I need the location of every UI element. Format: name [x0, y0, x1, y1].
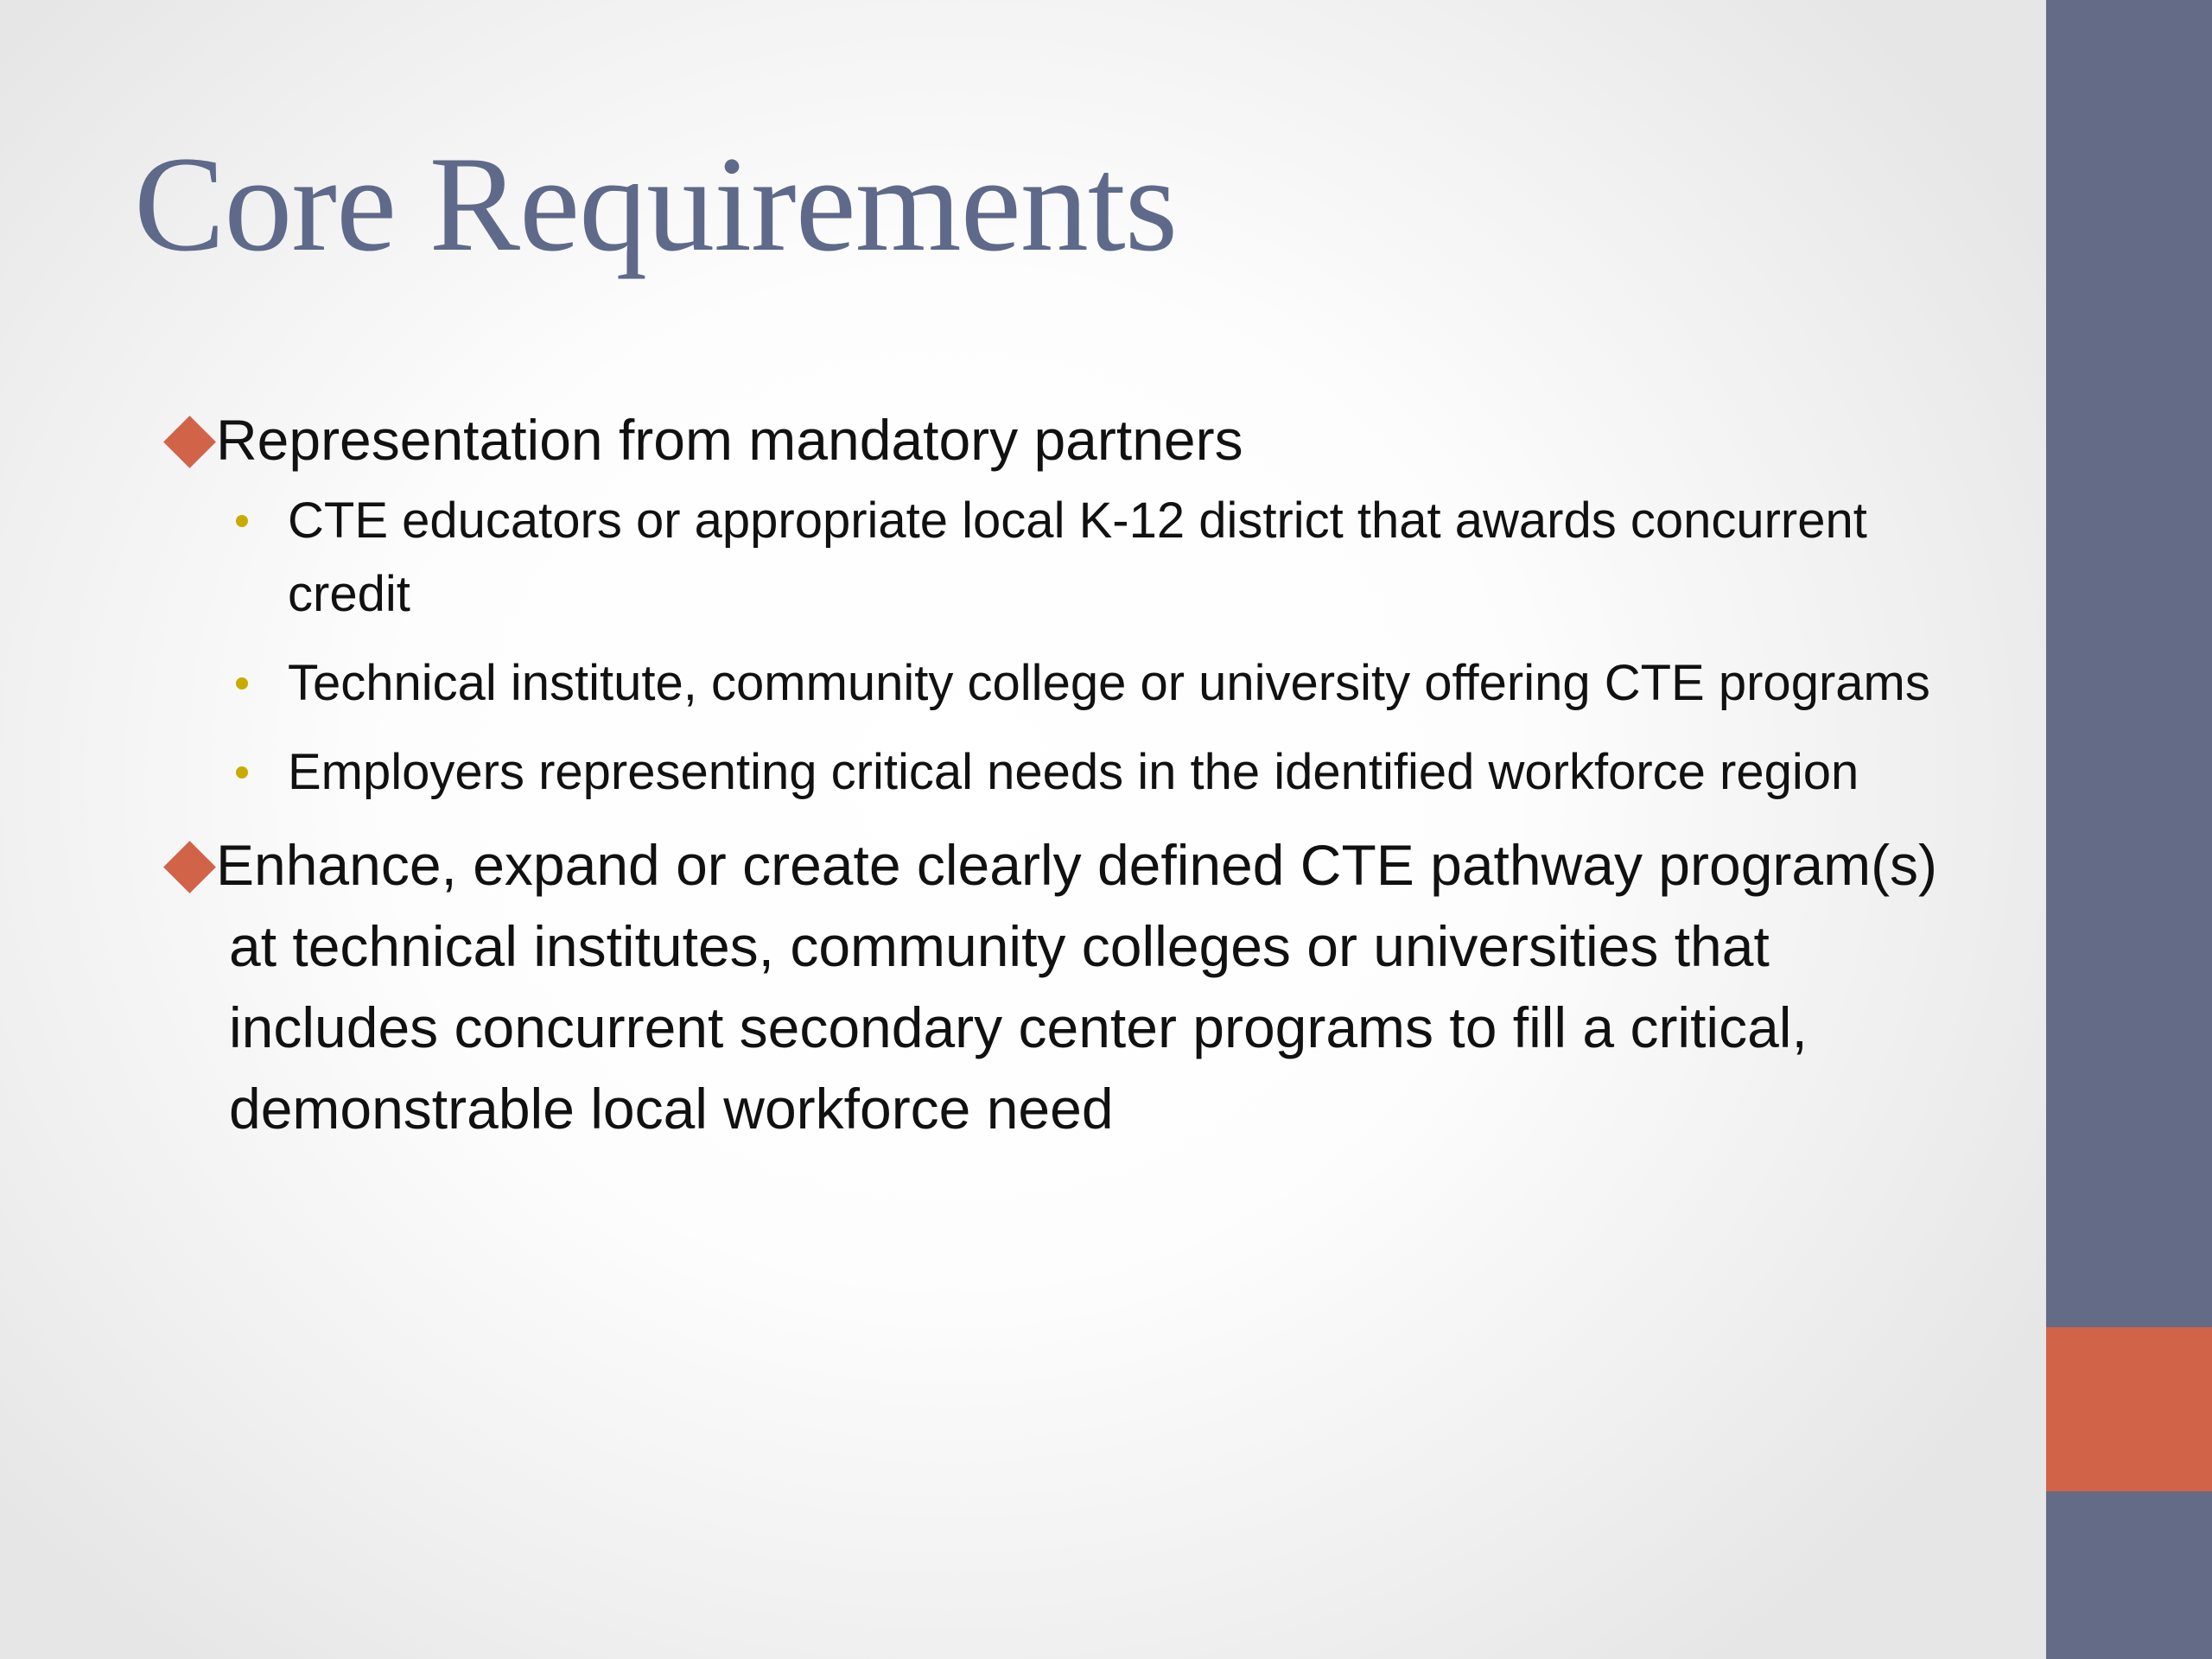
bullet-item [164, 399, 1961, 809]
slide-title: Core Requirements [134, 129, 1178, 280]
dot-bullet-icon [236, 677, 248, 690]
diamond-bullet-icon [163, 841, 216, 893]
sub-bullet-item [164, 646, 1961, 720]
bullet-item [164, 824, 1961, 1149]
sub-bullet-text: CTE educators or appropriate local K-12 district that awards concurrent credit [288, 493, 1867, 622]
diamond-bullet-icon [163, 416, 216, 468]
dot-bullet-icon [236, 515, 248, 527]
sub-bullet-text: Employers representing critical needs in the identified workforce region [288, 744, 1859, 800]
dot-bullet-icon [236, 766, 248, 779]
sub-bullet-text: Technical institute, community college or university offering CTE programs [288, 655, 1930, 711]
bullet-text: Enhance, expand or create clearly defined CTE pathway program(s) at technical institutes, community colleges or universities that includes concurrent secondary center programs to fill a critical, demonstrable local workforce need [216, 833, 1938, 1141]
bullet-text: Representation from mandatory partners [216, 408, 1243, 472]
sub-bullet-item [164, 484, 1961, 631]
side-accent-block [2046, 1327, 2212, 1491]
sub-bullet-list [216, 484, 1961, 809]
bullet-list [164, 399, 1961, 1149]
sub-bullet-item [164, 735, 1961, 809]
